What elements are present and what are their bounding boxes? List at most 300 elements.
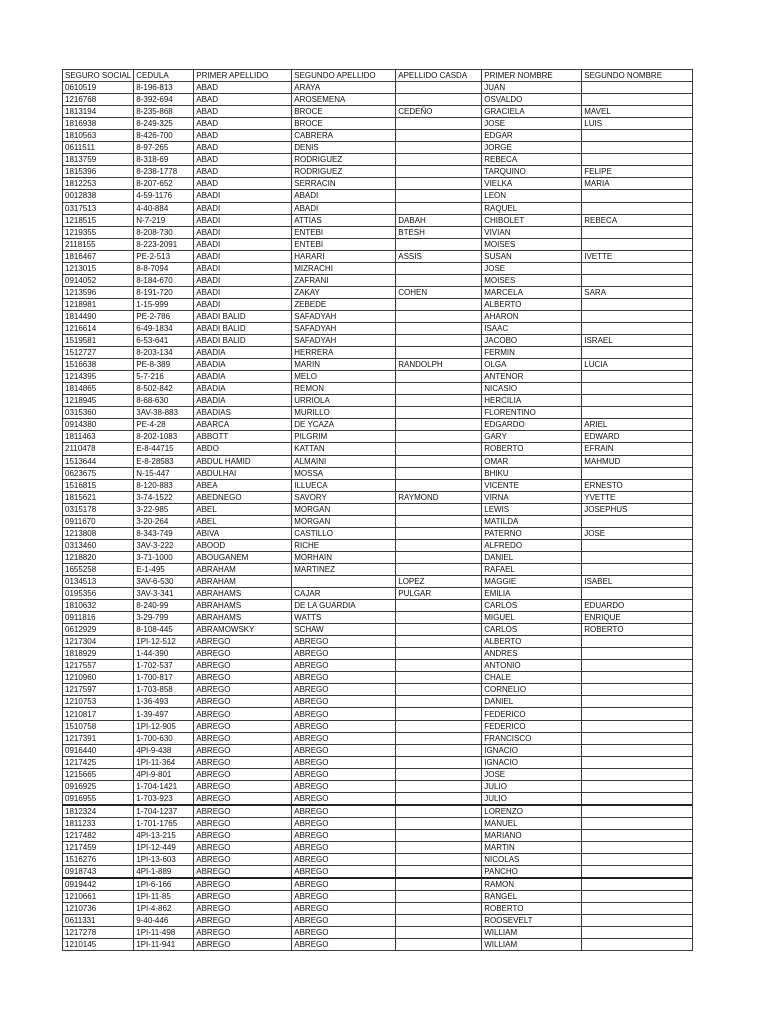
segundo-nombre-cell: [582, 226, 693, 238]
table-row: [63, 395, 693, 407]
seguro-social-cell: 1216768: [63, 94, 134, 106]
seguro-social-cell: 0623675: [63, 467, 134, 479]
primer-apellido-cell: ABAD: [194, 166, 292, 178]
seguro-social-cell: 1217391: [63, 732, 134, 744]
table-row: [63, 335, 693, 347]
primer-apellido-cell: ABRAHAMS: [194, 588, 292, 600]
seguro-social-cell: 1217425: [63, 756, 134, 768]
seguro-social-cell: 0313460: [63, 539, 134, 551]
cedula-cell: 1-703-923: [134, 792, 194, 805]
apellido-casada-cell: [396, 335, 482, 347]
segundo-nombre-cell: REBECA: [582, 214, 693, 226]
primer-nombre-cell: TARQUINO: [482, 166, 582, 178]
table-row: [63, 178, 693, 190]
apellido-casada-cell: [396, 443, 482, 455]
seguro-social-cell: 1811233: [63, 817, 134, 829]
primer-apellido-cell: ABARCA: [194, 419, 292, 431]
primer-nombre-cell: MARIANO: [482, 829, 582, 841]
segundo-apellido-cell: ABREGO: [292, 866, 396, 879]
cedula-cell: 1-703-858: [134, 684, 194, 696]
primer-apellido-cell: ABAD: [194, 106, 292, 118]
seguro-social-cell: 0611511: [63, 142, 134, 154]
cedula-cell: 3AV-38-883: [134, 407, 194, 419]
primer-apellido-cell: ABREGO: [194, 780, 292, 792]
seguro-social-cell: 1210736: [63, 903, 134, 915]
apellido-casada-cell: [396, 322, 482, 334]
seguro-social-cell: 1655258: [63, 563, 134, 575]
table-row: [63, 407, 693, 419]
apellido-casada-cell: [396, 347, 482, 359]
segundo-apellido-cell: ABREGO: [292, 756, 396, 768]
segundo-apellido-cell: ABREGO: [292, 829, 396, 841]
segundo-nombre-cell: [582, 588, 693, 600]
primer-apellido-cell: ABADI: [194, 286, 292, 298]
segundo-nombre-cell: [582, 829, 693, 841]
apellido-casada-cell: [396, 142, 482, 154]
primer-nombre-cell: JULIO: [482, 780, 582, 792]
segundo-apellido-cell: MARIN: [292, 359, 396, 371]
apellido-casada-cell: COHEN: [396, 286, 482, 298]
cedula-cell: 1-701-1765: [134, 817, 194, 829]
segundo-nombre-cell: ARIEL: [582, 419, 693, 431]
table-row: [63, 142, 693, 154]
table-row: [63, 130, 693, 142]
segundo-apellido-cell: ABREGO: [292, 768, 396, 780]
segundo-apellido-cell: ALMAINI: [292, 455, 396, 467]
apellido-casada-cell: [396, 648, 482, 660]
seguro-social-cell: 1217278: [63, 927, 134, 939]
segundo-apellido-cell: AROSEMENA: [292, 94, 396, 106]
table-row: [63, 298, 693, 310]
primer-nombre-cell: CARLOS: [482, 624, 582, 636]
primer-nombre-cell: ALBERTO: [482, 636, 582, 648]
segundo-nombre-cell: ENRIQUE: [582, 612, 693, 624]
segundo-apellido-cell: ATTIAS: [292, 214, 396, 226]
primer-apellido-cell: ABADIA: [194, 347, 292, 359]
table-row: [63, 612, 693, 624]
cedula-cell: 1-704-1237: [134, 805, 194, 818]
segundo-nombre-cell: JOSE: [582, 527, 693, 539]
primer-apellido-cell: ABAD: [194, 82, 292, 94]
primer-apellido-cell: ABADI: [194, 190, 292, 202]
primer-apellido-cell: ABADI: [194, 262, 292, 274]
segundo-apellido-cell: ABADI: [292, 190, 396, 202]
segundo-apellido-cell: ABREGO: [292, 660, 396, 672]
segundo-apellido-cell: HARARI: [292, 250, 396, 262]
segundo-nombre-cell: ISABEL: [582, 575, 693, 587]
cedula-cell: 4PI-9-438: [134, 744, 194, 756]
primer-nombre-cell: NICASIO: [482, 383, 582, 395]
apellido-casada-cell: [396, 479, 482, 491]
segundo-nombre-cell: [582, 262, 693, 274]
segundo-nombre-cell: [582, 467, 693, 479]
apellido-casada-cell: [396, 407, 482, 419]
primer-apellido-cell: ABREGO: [194, 866, 292, 879]
seguro-social-cell: 1217482: [63, 829, 134, 841]
segundo-apellido-cell: BROCE: [292, 118, 396, 130]
apellido-casada-cell: [396, 915, 482, 927]
seguro-social-cell: 0315360: [63, 407, 134, 419]
apellido-casada-cell: [396, 672, 482, 684]
primer-nombre-cell: DANIEL: [482, 551, 582, 563]
primer-nombre-cell: JOSE: [482, 262, 582, 274]
segundo-apellido-cell: ABREGO: [292, 915, 396, 927]
segundo-apellido-cell: ABREGO: [292, 903, 396, 915]
apellido-casada-cell: [396, 624, 482, 636]
cedula-cell: 1PI-13-603: [134, 854, 194, 866]
primer-nombre-cell: ROBERTO: [482, 903, 582, 915]
apellido-casada-cell: [396, 166, 482, 178]
primer-nombre-cell: RAMON: [482, 878, 582, 891]
table-row: [63, 154, 693, 166]
table-row: [63, 286, 693, 298]
table-row: [63, 359, 693, 371]
header-segundo-nombre: SEGUNDO NOMBRE: [582, 70, 693, 82]
segundo-apellido-cell: ABREGO: [292, 648, 396, 660]
primer-apellido-cell: ABAD: [194, 130, 292, 142]
segundo-apellido-cell: SAFADYAH: [292, 310, 396, 322]
primer-nombre-cell: OLGA: [482, 359, 582, 371]
segundo-apellido-cell: ABREGO: [292, 720, 396, 732]
primer-nombre-cell: VIELKA: [482, 178, 582, 190]
segundo-nombre-cell: [582, 878, 693, 891]
segundo-apellido-cell: RODRIGUEZ: [292, 166, 396, 178]
segundo-apellido-cell: PILGRIM: [292, 431, 396, 443]
segundo-apellido-cell: HERRERA: [292, 347, 396, 359]
seguro-social-cell: 1210145: [63, 939, 134, 951]
seguro-social-cell: 0914380: [63, 419, 134, 431]
seguro-social-cell: 1814490: [63, 310, 134, 322]
table-row: [63, 588, 693, 600]
table-row: [63, 915, 693, 927]
table-row: [63, 720, 693, 732]
segundo-nombre-cell: [582, 407, 693, 419]
table-row: [63, 467, 693, 479]
apellido-casada-cell: [396, 202, 482, 214]
cedula-cell: 1-704-1421: [134, 780, 194, 792]
primer-nombre-cell: MANUEL: [482, 817, 582, 829]
primer-nombre-cell: JACOBO: [482, 335, 582, 347]
segundo-apellido-cell: ABREGO: [292, 878, 396, 891]
primer-nombre-cell: ALFREDO: [482, 539, 582, 551]
cedula-cell: 6-49-1834: [134, 322, 194, 334]
cedula-cell: 1-15-999: [134, 298, 194, 310]
apellido-casada-cell: [396, 768, 482, 780]
segundo-apellido-cell: ABREGO: [292, 927, 396, 939]
primer-nombre-cell: CARLOS: [482, 600, 582, 612]
primer-apellido-cell: ABAD: [194, 94, 292, 106]
primer-nombre-cell: PANCHO: [482, 866, 582, 879]
apellido-casada-cell: [396, 503, 482, 515]
cedula-cell: 1PI-12-449: [134, 842, 194, 854]
segundo-apellido-cell: SAVORY: [292, 491, 396, 503]
apellido-casada-cell: [396, 612, 482, 624]
segundo-apellido-cell: MORGAN: [292, 503, 396, 515]
apellido-casada-cell: [396, 238, 482, 250]
primer-apellido-cell: ABAD: [194, 142, 292, 154]
cedula-cell: 8-502-842: [134, 383, 194, 395]
seguro-social-cell: 1214395: [63, 371, 134, 383]
apellido-casada-cell: DABAH: [396, 214, 482, 226]
cedula-cell: 1-39-497: [134, 708, 194, 720]
primer-nombre-cell: RAFAEL: [482, 563, 582, 575]
seguro-social-cell: 1516815: [63, 479, 134, 491]
segundo-nombre-cell: [582, 891, 693, 903]
table-row: [63, 371, 693, 383]
cedula-cell: 4PI-1-889: [134, 866, 194, 879]
segundo-apellido-cell: CABRERA: [292, 130, 396, 142]
segundo-apellido-cell: MOSSA: [292, 467, 396, 479]
cedula-cell: 4-59-1176: [134, 190, 194, 202]
apellido-casada-cell: [396, 298, 482, 310]
segundo-apellido-cell: KATTAN: [292, 443, 396, 455]
table-row: [63, 780, 693, 792]
segundo-apellido-cell: SAFADYAH: [292, 322, 396, 334]
cedula-cell: 8-223-2091: [134, 238, 194, 250]
apellido-casada-cell: [396, 527, 482, 539]
segundo-nombre-cell: [582, 672, 693, 684]
segundo-nombre-cell: [582, 756, 693, 768]
cedula-cell: 8-203-134: [134, 347, 194, 359]
primer-apellido-cell: ABADI: [194, 202, 292, 214]
apellido-casada-cell: [396, 371, 482, 383]
apellido-casada-cell: [396, 563, 482, 575]
primer-nombre-cell: CHALE: [482, 672, 582, 684]
seguro-social-cell: 1217557: [63, 660, 134, 672]
table-row: [63, 274, 693, 286]
segundo-apellido-cell: ABREGO: [292, 732, 396, 744]
seguro-social-cell: 1814865: [63, 383, 134, 395]
table-row: [63, 744, 693, 756]
segundo-apellido-cell: MARTINEZ: [292, 563, 396, 575]
segundo-nombre-cell: ROBERTO: [582, 624, 693, 636]
seguro-social-cell: 1810632: [63, 600, 134, 612]
seguro-social-cell: 0914052: [63, 274, 134, 286]
primer-nombre-cell: ALBERTO: [482, 298, 582, 310]
segundo-apellido-cell: CAJAR: [292, 588, 396, 600]
seguro-social-cell: 1217459: [63, 842, 134, 854]
primer-nombre-cell: IGNACIO: [482, 756, 582, 768]
segundo-nombre-cell: [582, 866, 693, 879]
primer-apellido-cell: ABADIA: [194, 359, 292, 371]
primer-nombre-cell: PATERNO: [482, 527, 582, 539]
cedula-cell: 1PI-11-364: [134, 756, 194, 768]
segundo-apellido-cell: BROCE: [292, 106, 396, 118]
segundo-apellido-cell: DE LA GUARDIA: [292, 600, 396, 612]
seguro-social-cell: 1516276: [63, 854, 134, 866]
primer-nombre-cell: MARTIN: [482, 842, 582, 854]
table-row: [63, 226, 693, 238]
cedula-cell: 6-53-641: [134, 335, 194, 347]
seguro-social-cell: 1217304: [63, 636, 134, 648]
seguro-social-cell: 0918743: [63, 866, 134, 879]
cedula-cell: 1PI-11-85: [134, 891, 194, 903]
segundo-apellido-cell: ABREGO: [292, 672, 396, 684]
seguro-social-cell: 0612929: [63, 624, 134, 636]
table-body: [63, 82, 693, 951]
segundo-nombre-cell: MAVEL: [582, 106, 693, 118]
segundo-nombre-cell: [582, 395, 693, 407]
apellido-casada-cell: [396, 383, 482, 395]
segundo-apellido-cell: ILLUECA: [292, 479, 396, 491]
seguro-social-cell: 0134513: [63, 575, 134, 587]
table-row: [63, 431, 693, 443]
table-row: [63, 383, 693, 395]
apellido-casada-cell: [396, 842, 482, 854]
primer-nombre-cell: FLORENTINO: [482, 407, 582, 419]
primer-nombre-cell: LEWIS: [482, 503, 582, 515]
primer-nombre-cell: NICOLAS: [482, 854, 582, 866]
segundo-apellido-cell: ABREGO: [292, 891, 396, 903]
segundo-nombre-cell: [582, 854, 693, 866]
primer-nombre-cell: JOSE: [482, 768, 582, 780]
segundo-apellido-cell: MELO: [292, 371, 396, 383]
segundo-nombre-cell: SARA: [582, 286, 693, 298]
primer-nombre-cell: DANIEL: [482, 696, 582, 708]
primer-apellido-cell: ABREGO: [194, 903, 292, 915]
primer-apellido-cell: ABRAHAM: [194, 575, 292, 587]
primer-apellido-cell: ABADI: [194, 214, 292, 226]
segundo-nombre-cell: ISRAEL: [582, 335, 693, 347]
primer-nombre-cell: JUAN: [482, 82, 582, 94]
segundo-apellido-cell: ABREGO: [292, 636, 396, 648]
table-row: [63, 262, 693, 274]
cedula-cell: 8-249-325: [134, 118, 194, 130]
cedula-cell: PE-4-28: [134, 419, 194, 431]
apellido-casada-cell: [396, 720, 482, 732]
cedula-cell: 1PI-6-166: [134, 878, 194, 891]
segundo-nombre-cell: MARIA: [582, 178, 693, 190]
primer-apellido-cell: ABREGO: [194, 842, 292, 854]
apellido-casada-cell: [396, 82, 482, 94]
table-row: [63, 672, 693, 684]
primer-apellido-cell: ABADIA: [194, 395, 292, 407]
primer-nombre-cell: MIGUEL: [482, 612, 582, 624]
primer-nombre-cell: ANTENOR: [482, 371, 582, 383]
header-primer-apellido: PRIMER APELLIDO: [194, 70, 292, 82]
cedula-cell: 5-7-216: [134, 371, 194, 383]
segundo-nombre-cell: FELIPE: [582, 166, 693, 178]
primer-apellido-cell: ABREGO: [194, 720, 292, 732]
table-row: [63, 575, 693, 587]
segundo-apellido-cell: MORHAIN: [292, 551, 396, 563]
segundo-apellido-cell: ABREGO: [292, 792, 396, 805]
apellido-casada-cell: ASSIS: [396, 250, 482, 262]
cedula-cell: 8-191-720: [134, 286, 194, 298]
cedula-cell: 3AV-3-341: [134, 588, 194, 600]
primer-apellido-cell: ABREGO: [194, 854, 292, 866]
table-row: [63, 443, 693, 455]
table-row: [63, 94, 693, 106]
segundo-nombre-cell: [582, 927, 693, 939]
segundo-apellido-cell: ABREGO: [292, 708, 396, 720]
apellido-casada-cell: [396, 866, 482, 879]
table-row: [63, 878, 693, 891]
seguro-social-cell: 0195356: [63, 588, 134, 600]
header-apellido-casada: APELLIDO CASDA: [396, 70, 482, 82]
primer-nombre-cell: MAGGIE: [482, 575, 582, 587]
seguro-social-cell: 1818929: [63, 648, 134, 660]
primer-apellido-cell: ABBOTT: [194, 431, 292, 443]
seguro-social-cell: 0611331: [63, 915, 134, 927]
apellido-casada-cell: [396, 891, 482, 903]
seguro-social-cell: 2110478: [63, 443, 134, 455]
table-row: [63, 347, 693, 359]
segundo-apellido-cell: ARAYA: [292, 82, 396, 94]
seguro-social-cell: 1811463: [63, 431, 134, 443]
segundo-nombre-cell: [582, 347, 693, 359]
cedula-cell: 8-68-630: [134, 395, 194, 407]
cedula-cell: 1-702-537: [134, 660, 194, 672]
cedula-cell: PE-2-786: [134, 310, 194, 322]
seguro-social-cell: 1813194: [63, 106, 134, 118]
segundo-nombre-cell: IVETTE: [582, 250, 693, 262]
primer-apellido-cell: ABREGO: [194, 684, 292, 696]
segundo-nombre-cell: [582, 154, 693, 166]
table-row: [63, 190, 693, 202]
cedula-cell: 8-184-670: [134, 274, 194, 286]
records-table: [62, 69, 693, 951]
segundo-apellido-cell: ENTEBI: [292, 226, 396, 238]
segundo-nombre-cell: [582, 322, 693, 334]
segundo-apellido-cell: ABREGO: [292, 842, 396, 854]
primer-nombre-cell: GARY: [482, 431, 582, 443]
table-row: [63, 238, 693, 250]
cedula-cell: 8-392-694: [134, 94, 194, 106]
apellido-casada-cell: [396, 274, 482, 286]
segundo-nombre-cell: EFRAIN: [582, 443, 693, 455]
segundo-nombre-cell: [582, 636, 693, 648]
cedula-cell: 3-20-264: [134, 515, 194, 527]
segundo-apellido-cell: ABREGO: [292, 780, 396, 792]
apellido-casada-cell: [396, 829, 482, 841]
cedula-cell: 1PI-11-498: [134, 927, 194, 939]
primer-apellido-cell: ABADI BALID: [194, 310, 292, 322]
cedula-cell: 8-238-1778: [134, 166, 194, 178]
table-row: [63, 756, 693, 768]
segundo-apellido-cell: ZAKAY: [292, 286, 396, 298]
segundo-nombre-cell: [582, 238, 693, 250]
primer-apellido-cell: ABADI: [194, 274, 292, 286]
apellido-casada-cell: [396, 600, 482, 612]
primer-apellido-cell: ABOOD: [194, 539, 292, 551]
primer-nombre-cell: ANTONIO: [482, 660, 582, 672]
segundo-nombre-cell: [582, 744, 693, 756]
table-row: [63, 118, 693, 130]
primer-nombre-cell: LEON: [482, 190, 582, 202]
header-row: [63, 70, 693, 82]
apellido-casada-cell: RAYMOND: [396, 491, 482, 503]
cedula-cell: 1PI-12-512: [134, 636, 194, 648]
primer-nombre-cell: ANDRES: [482, 648, 582, 660]
seguro-social-cell: 1210661: [63, 891, 134, 903]
table-row: [63, 310, 693, 322]
segundo-nombre-cell: [582, 274, 693, 286]
segundo-apellido-cell: CASTILLO: [292, 527, 396, 539]
primer-nombre-cell: REBECA: [482, 154, 582, 166]
seguro-social-cell: 0911670: [63, 515, 134, 527]
segundo-nombre-cell: [582, 383, 693, 395]
segundo-apellido-cell: MIZRACHI: [292, 262, 396, 274]
primer-apellido-cell: ABREGO: [194, 732, 292, 744]
primer-apellido-cell: ABADI: [194, 238, 292, 250]
primer-nombre-cell: JULIO: [482, 792, 582, 805]
apellido-casada-cell: CEDEÑO: [396, 106, 482, 118]
seguro-social-cell: 1813759: [63, 154, 134, 166]
cedula-cell: E-1-495: [134, 563, 194, 575]
primer-nombre-cell: LORENZO: [482, 805, 582, 818]
primer-nombre-cell: BHIKU: [482, 467, 582, 479]
